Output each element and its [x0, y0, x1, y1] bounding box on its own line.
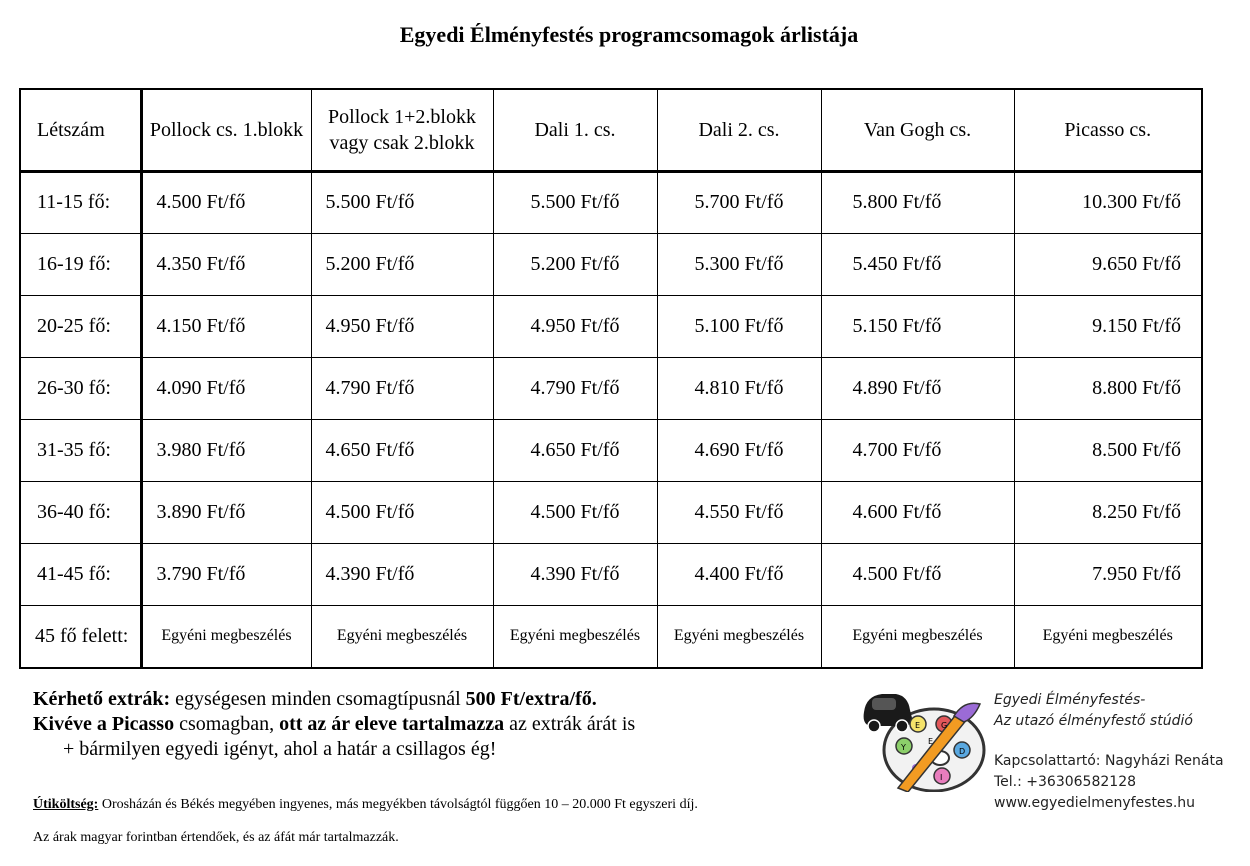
price-cell: 5.700 Ft/fő: [657, 171, 821, 233]
price-cell: Egyéni megbeszélés: [1014, 605, 1202, 668]
price-cell: 5.200 Ft/fő: [311, 233, 493, 295]
extras-line-2: [33, 712, 635, 737]
table-row: [20, 481, 1202, 543]
price-cell: 4.890 Ft/fő: [821, 357, 1014, 419]
price-cell: 4.700 Ft/fő: [821, 419, 1014, 481]
table-header-row: [20, 89, 1202, 171]
table-row: [20, 171, 1202, 233]
extras-text: egységesen minden csomagtípusnál: [170, 688, 466, 710]
header-pollock-2: [311, 89, 493, 171]
price-cell: 3.980 Ft/fő: [141, 419, 311, 481]
price-cell: 5.200 Ft/fő: [493, 233, 657, 295]
logo-letter: D: [959, 747, 966, 756]
travel-cost-note: [33, 797, 698, 813]
header-pollock-2-line1: Pollock 1+2.blokk: [328, 105, 476, 128]
price-cell: 4.500 Ft/fő: [311, 481, 493, 543]
logo-letter: Y: [901, 743, 906, 752]
travel-label: Útiköltség:: [33, 797, 99, 812]
row-label: 26-30 fő:: [20, 357, 141, 419]
price-cell: 5.100 Ft/fő: [657, 295, 821, 357]
extras-note: [33, 687, 635, 762]
price-cell: 9.150 Ft/fő: [1014, 295, 1202, 357]
painter-palette-car-logo-icon: [858, 688, 986, 792]
extras-except: Kivéve a Picasso: [33, 713, 175, 735]
extras-price: 500 Ft/extra/fő.: [465, 688, 597, 710]
brush-tip: [954, 703, 980, 722]
travel-text: Orosházán és Békés megyében ingyenes, más megyékben távolságtól függően 10 – 20.000 Ft egyszeri díj.: [98, 797, 698, 812]
price-cell: Egyéni megbeszélés: [657, 605, 821, 668]
row-label: 31-35 fő:: [20, 419, 141, 481]
row-label: 36-40 fő:: [20, 481, 141, 543]
price-cell: 4.500 Ft/fő: [821, 543, 1014, 605]
price-table: [19, 88, 1203, 669]
page-title: Egyedi Élményfestés programcsomagok árlistája: [399, 22, 859, 47]
price-cell: 4.950 Ft/fő: [493, 295, 657, 357]
price-cell: 9.650 Ft/fő: [1014, 233, 1202, 295]
price-cell: 4.550 Ft/fő: [657, 481, 821, 543]
header-van-gogh: Van Gogh cs.: [821, 89, 1014, 171]
car-wheel: [896, 720, 908, 732]
price-cell: 4.600 Ft/fő: [821, 481, 1014, 543]
table-row: [20, 605, 1202, 668]
price-cell: 5.500 Ft/fő: [493, 171, 657, 233]
price-cell: 4.810 Ft/fő: [657, 357, 821, 419]
brand-block: [994, 690, 1224, 814]
price-cell: Egyéni megbeszélés: [311, 605, 493, 668]
header-dali-2: Dali 2. cs.: [657, 89, 821, 171]
header-letszam: Létszám: [20, 89, 141, 171]
price-cell: Egyéni megbeszélés: [493, 605, 657, 668]
header-pollock-2-line2: vagy csak 2.blokk: [329, 131, 475, 154]
row-label: 45 fő felett:: [20, 605, 141, 668]
price-cell: 8.250 Ft/fő: [1014, 481, 1202, 543]
extras-line-1: [33, 687, 635, 712]
price-cell: 4.390 Ft/fő: [493, 543, 657, 605]
contact-phone: Tel.: +36306582128: [994, 774, 1137, 790]
price-cell: 3.790 Ft/fő: [141, 543, 311, 605]
price-cell: 4.400 Ft/fő: [657, 543, 821, 605]
car-window: [872, 698, 896, 710]
price-cell: 8.500 Ft/fő: [1014, 419, 1202, 481]
contact-person: Kapcsolattartó: Nagyházi Renáta: [994, 753, 1224, 769]
row-label: 11-15 fő:: [20, 171, 141, 233]
logo-letter: E: [915, 721, 921, 730]
price-cell: 5.300 Ft/fő: [657, 233, 821, 295]
price-cell: 10.300 Ft/fő: [1014, 171, 1202, 233]
price-cell: 4.090 Ft/fő: [141, 357, 311, 419]
price-cell: 4.350 Ft/fő: [141, 233, 311, 295]
price-cell: 4.790 Ft/fő: [493, 357, 657, 419]
table-row: [20, 295, 1202, 357]
price-cell: 4.950 Ft/fő: [311, 295, 493, 357]
price-cell: 3.890 Ft/fő: [141, 481, 311, 543]
header-picasso: Picasso cs.: [1014, 89, 1202, 171]
header-dali-1: Dali 1. cs.: [493, 89, 657, 171]
website-link[interactable]: www.egyedielmenyfestes.hu: [994, 795, 1196, 811]
row-label: 41-45 fő:: [20, 543, 141, 605]
table-row: [20, 357, 1202, 419]
table-row: [20, 543, 1202, 605]
table-row: [20, 233, 1202, 295]
car-wheel: [868, 720, 880, 732]
price-cell: 4.650 Ft/fő: [311, 419, 493, 481]
header-pollock-1: Pollock cs. 1.blokk: [141, 89, 311, 171]
price-cell: 5.150 Ft/fő: [821, 295, 1014, 357]
price-cell: 4.500 Ft/fő: [493, 481, 657, 543]
price-cell: 4.150 Ft/fő: [141, 295, 311, 357]
vat-note: Az árak magyar forintban értendőek, és az áfát már tartalmazzák.: [33, 830, 399, 845]
price-cell: 4.500 Ft/fő: [141, 171, 311, 233]
price-cell: 8.800 Ft/fő: [1014, 357, 1202, 419]
price-cell: Egyéni megbeszélés: [821, 605, 1014, 668]
brand-name: Egyedi Élményfestés-: [994, 692, 1146, 708]
price-cell: 5.800 Ft/fő: [821, 171, 1014, 233]
price-cell: 4.690 Ft/fő: [657, 419, 821, 481]
price-cell: 4.650 Ft/fő: [493, 419, 657, 481]
logo-letter: G: [941, 721, 948, 730]
price-cell: 5.450 Ft/fő: [821, 233, 1014, 295]
extras-label: Kérhető extrák:: [33, 688, 171, 710]
table-row: [20, 419, 1202, 481]
brand-tagline: Az utazó élményfestő stúdió: [994, 713, 1193, 729]
row-label: 20-25 fő:: [20, 295, 141, 357]
extras-included: ott az ár eleve tartalmazza: [279, 713, 505, 735]
extras-included-text: az extrák árát is: [504, 713, 636, 735]
row-label: 16-19 fő:: [20, 233, 141, 295]
extras-except-text: csomagban,: [174, 713, 280, 735]
price-cell: 5.500 Ft/fő: [311, 171, 493, 233]
price-cell: 4.790 Ft/fő: [311, 357, 493, 419]
extras-line-3: + bármilyen egyedi igényt, ahol a határ a csillagos ég!: [63, 738, 497, 760]
price-cell: 7.950 Ft/fő: [1014, 543, 1202, 605]
price-cell: Egyéni megbeszélés: [141, 605, 311, 668]
price-cell: 4.390 Ft/fő: [311, 543, 493, 605]
logo-letter: I: [940, 773, 943, 782]
logo-letter: E: [928, 737, 934, 746]
